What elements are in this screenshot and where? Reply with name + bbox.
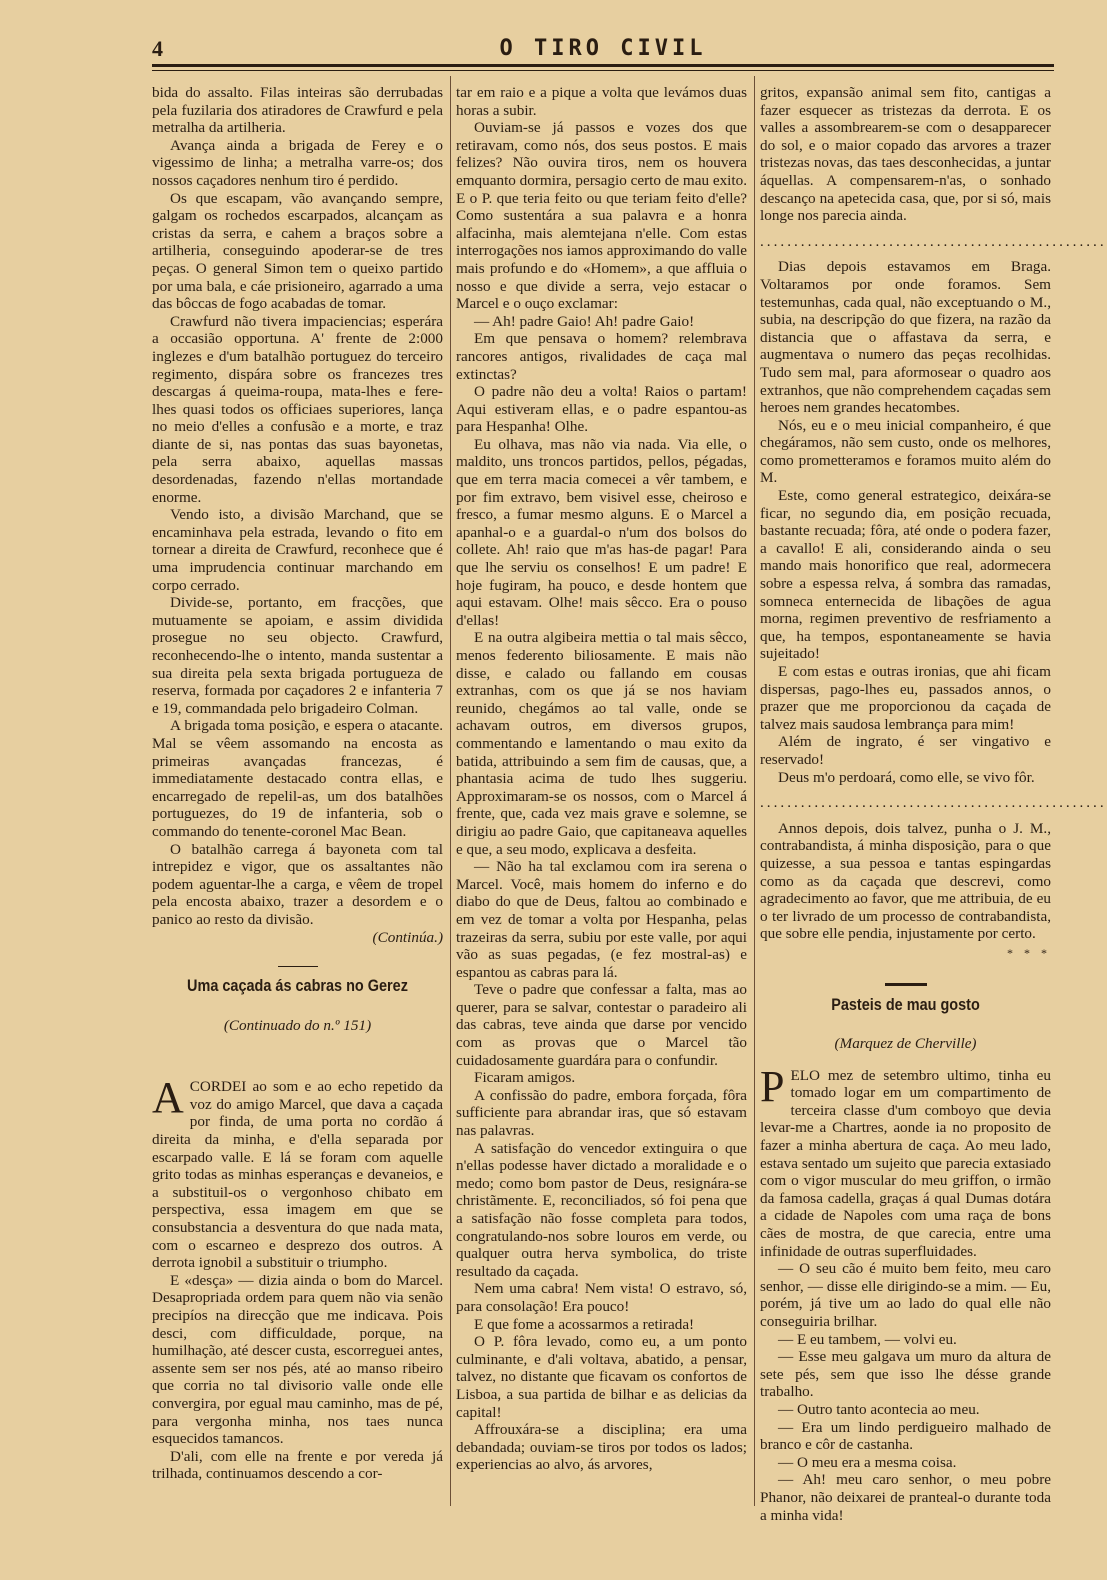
page-number: 4: [152, 36, 163, 61]
paragraph: D'ali, com elle na frente e por vereda já trilhada, continuamos descendo a cor-: [152, 1447, 443, 1483]
paragraph: O batalhão carrega á bayoneta com tal intrepidez e vigor, que os assaltantes não podem aguentar-lhe a carga, e vêem de tropel pela encosta abaixo, trazer a desordem e o panico ao resto da divisão.: [152, 840, 443, 928]
newspaper-title: O TIRO CIVIL: [499, 36, 707, 61]
paragraph: gritos, expansão animal sem fito, cantigas a fazer esquecer as tristezas da derrota. E os valles a assombrearem-se com o desapparecer do sol, e o maior copado das arvores a trazer tristezas novas, das taes desconhecidas, a juntar áquellas. A compensarem-n'as, o sonhado descanço na apetecida casa, que, por si só, mais longe nos parecia ainda.: [760, 84, 1051, 225]
paragraph: Annos depois, dois talvez, punha o J. M., contrabandista, á minha disposição, para o que quizesse, a sua pessoa e tantas espingardas como as da caçada que descrevi, como agradecimento ao favor, que me attribuia, de eu o ter livrado de um processo de contrabandista, que sobre elle pendia, injustamente por certo.: [760, 819, 1051, 943]
article-byline: (Marquez de Cherville): [834, 1035, 977, 1053]
drop-cap: A: [152, 1073, 184, 1123]
paragraph: Vendo isto, a divisão Marchand, que se encaminhava pela estrada, levando o fito em tornear a direita de Crawfurd, reconhece que é uma imprudencia continuar marchando em corpo cerrado.: [152, 506, 443, 594]
paragraph: — Ah! padre Gaio! Ah! padre Gaio!: [474, 312, 695, 330]
paragraph: Ouviam-se já passos e vozes dos que retiravam, como nós, dos seus postos. E mais felizes? Não ouvira tiros, nem os houvera emquanto dormira, persagio certo de mau exito. E o P. que teria feito ou que teriam feito d'elle? Como sustentára a sua palavra e a honra alfacinha, mais alemtejana n'elle. Com estas interrogações nos iamos approximando do valle mais profundo e do «Homem», a que affluia o nosso e que divide a serra, vejo estacar o Marcel e o ouço exclamar:: [456, 119, 747, 313]
paragraph: — O meu era a mesma coisa.: [778, 1453, 957, 1471]
paragraph: Avança ainda a brigada de Ferey e o vigessimo de linha; a metralha varre-os; dos nossos caçadores nenhum tiro é perdido.: [152, 136, 443, 189]
paragraph: Além de ingrato, é ser vingativo e reservado!: [760, 733, 1051, 768]
dotted-separator: ...................................................: [760, 232, 1107, 250]
paragraph: A satisfação do vencedor extinguira o que n'ellas podesse haver dictado a moralidade e o medo; como bom pastor de Deus, resignára-se christãmente. E, reconciliados, só foi pena que a satisfação não fosse completa para todos, congratulando-nos sobre louros em verde, ou qualquer outra herva symbolica, do triste resultado da caçada.: [456, 1139, 747, 1280]
paragraph: O P. fôra levado, como eu, a um ponto culminante, e d'ali voltava, abatido, a pensar, talvez, no distante que ficavam os confortos de Lisboa, a sua partida de bilhar e as delicias da capital!: [456, 1333, 747, 1421]
paragraph: — Outro tanto acontecia ao meu.: [778, 1400, 980, 1418]
paragraph: Em que pensava o homem? relembrava rancores antigos, rivalidades de caça mal extinctas?: [456, 330, 747, 383]
paragraph: Nem uma cabra! Nem vista! O estravo, só, para consolação! Era pouco!: [456, 1280, 747, 1315]
paragraph: Divide-se, portanto, em fracções, que mutuamente se apoiam, e assim dividida prosegue no seu objecto. Crawfurd, reconhecendo-lhe o intento, manda sustentar a sua direita pela sexta brigada portugueza de reserva, formada por caçadores 2 e infanteria 7 e 19, commandada pelo brigadeiro Colman.: [152, 594, 443, 717]
paragraph: E com estas e outras ironias, que ahi ficam dispersas, pago-lhes eu, passados annos, o prazer que me proporcionou da caçada de talvez mais saudosa lembrança para mim!: [760, 663, 1051, 733]
paragraph: Teve o padre que confessar a falta, mas ao querer, para se salvar, contestar o paradeiro ali das cabras, teve ainda que darse por vencido com as provas que o Marcel tão cuidadosamente guardára para o confundir.: [456, 981, 747, 1069]
column-divider: [754, 76, 755, 1506]
paragraph: E «desça» — dizia ainda o bom do Marcel. Desapropriada ordem para quem não via senão precipíos na direcção que me indicava. Pois desci, com difficuldade, porque, na humilhação, até descer custa, escorreguei antes, assente sem ser nos pés, até ao manso ribeiro que corria no tal divisorio valle onde elle convergira, por egual mau caminho, mas de pé, para vergonha minha, nos taes nunca esquecidos tamancos.: [152, 1271, 443, 1448]
paragraph: Eu olhava, mas não via nada. Via elle, o maldito, uns troncos partidos, pellos, pégadas, que em terra macia comecei a vêr tambem, e por fim extravo, bem visivel esse, cheiroso e fresco, a fumar mesmo alguns. E o Marcel a apanhal-o e a guardal-o n'um dos bolsos do collete. Ah! raio que m'as has-de pagar! Para que lhe serviu os conselhos! E um padre! E hoje fugiram, ha pouco, e desde hontem que aqui estavam. Olhe! mais sêcco. Era o pouso d'ellas!: [456, 435, 747, 629]
asterism: * * *: [1007, 945, 1051, 960]
lead-words: CORDEI: [189, 1078, 247, 1096]
paragraph: — E eu tambem, — volvi eu.: [778, 1330, 957, 1348]
paragraph: Ficaram amigos.: [474, 1069, 576, 1087]
paragraph: Nós, eu e o meu inicial companheiro, é que chegáramos, não sem custo, onde os melhores, como prometteramos e foramos muito além do M.: [760, 416, 1051, 487]
header-rule-thick: [152, 64, 1054, 67]
paragraph: — Era um lindo perdigueiro malhado de branco e côr de castanha.: [760, 1418, 1051, 1454]
paragraph: Affrouxára-se a disciplina; era uma debandada; ouviam-se tiros por todos os lados; experiencias ao alvo, ás arvores,: [456, 1421, 747, 1474]
paragraph: A brigada toma posição, e espera o atacante. Mal se vêem assomando na encosta as primeiras avançadas francezas, é immediatamente destacado contra ellas, e encarregado de repelil-as, um dos batalhões portuguezes, do 19 de infanteria, sob o commando do tenente-coronel Mac Bean.: [152, 717, 443, 840]
dotted-separator: ...................................................: [760, 794, 1107, 812]
column-1: [152, 84, 443, 1483]
paragraph: bida do assalto. Filas inteiras são derrubadas pela fuzilaria dos atiradores de Crawfurd e pela metralha da artilheria.: [152, 84, 443, 137]
lead-paragraph: [152, 1073, 443, 1272]
paragraph: Crawfurd não tivera impaciencias; esperára a occasião opportuna. A' frente de 2:000 inglezes e d'um batalhão portuguez do terceiro regimento, dispára sobre os francezes tres descargas á queima-roupa, mata-lhes e fere-lhes quasi todos os officiaes superiores, lança no meio d'elles a confusão e a morte, e traz diante de si, nas pontas das suas bayonetas, pela serra abaixo, aquellas massas desordenadas, fazendo n'ellas mortandade enorme.: [152, 312, 443, 506]
paragraph: tar em raio e a pique a volta que levámos duas horas a subir.: [456, 84, 747, 119]
lead-words: ELO: [790, 1066, 821, 1084]
article-byline: (Continuado do n.º 151): [223, 1016, 372, 1034]
paragraph: — O seu cão é muito bem feito, meu caro senhor, — disse elle dirigindo-se a mim. — Eu, porém, já tive um ao lado do qual elle não conseguiria brilhar.: [760, 1260, 1051, 1330]
paragraph: Deus m'o perdoará, como elle, se vivo fôr.: [778, 768, 1035, 786]
column-divider: [450, 76, 451, 1506]
column-2: [456, 84, 747, 1474]
lead-text: ao som e ao echo repetido da voz do amigo Marcel, que dava a caçada por finda, de uma porta no cordão á direita da minha, e d'ella separada por escarpado valle. E lá se foram com aquelle grito todas as minhas esperanças e devaneios, e a substituil-os o vergonhoso chibato em perspectiva, essa imagem em que se consubstancia a desventura do que nada mata, com o escarneo e desprezo dos outros. A derrota ignobil a substituir o triumpho.: [152, 1078, 443, 1272]
paragraph: — Ah! meu caro senhor, o meu pobre Phanor, não deixarei de pranteal-o durante toda a minha vida!: [760, 1471, 1051, 1524]
section-divider: [885, 983, 927, 986]
paragraph: O padre não deu a volta! Raios o partam! Aqui estiveram ellas, e o padre espantou-as para Hespanha! Olhe.: [456, 383, 747, 436]
drop-cap: P: [760, 1061, 785, 1111]
paragraph: E na outra algibeira mettia o tal mais sêcco, menos federento biliosamente. E mais não disse, e calado ou fallando em cousas extranhas, com os que já se nos haviam reunido, chegámos ao tal valle, onde se achavam outros, em diversos grupos, commentando e lamentando o mau exito da batida, attribuindo a sem fim de causas, que, a phantasia acima de tudo lhes suggeriu. Approximaram-se os nossos, com o Marcel á frente, que, cada vez mais grave e solemne, se dirigiu ao padre Gaio, que capitaneava aquelles e que, a seu modo, explicava a desfeita.: [456, 629, 747, 858]
lead-text: mez de setembro ultimo, tinha eu tomado logar em um compartimento de terceira classe d'um comboyo que devia levar-me a Chartres, aonde ia no proposito de fazer a minha abertura de caça. Ao meu lado, estava sentado um sujeito que parecia extasiado com o vigor muscular do meu griffon, o irmão da famosa cadella, graças á qual Dumas dotára a cidade de Napoles com uma raça de bons cães de mostra, de que carecia, entre uma infinidade de outras superfluidades.: [760, 1066, 1051, 1260]
article-title: Uma caçada ás cabras no Gerez: [187, 976, 408, 996]
continua-note: (Continúa.): [372, 928, 443, 946]
page-header: [152, 34, 1054, 64]
paragraph: E que fome a acossarmos a retirada!: [474, 1315, 695, 1333]
article-title: Pasteis de mau gosto: [831, 994, 980, 1014]
lead-paragraph: [760, 1061, 1051, 1261]
header-rule-thin: [152, 70, 1054, 71]
paragraph: A confissão do padre, embora forçada, fôra sufficiente para abrandar iras, que só estavam nas palavras.: [456, 1086, 747, 1140]
paragraph: Os que escapam, vão avançando sempre, galgam os rochedos escarpados, alcançam as cristas da serra, e cahem a braços sobre a artilheria, conseguindo apoderar-se de tres peças. O general Simon tem o queixo partido por uma bala, e cáe prisioneiro, agarrado a uma das bôccas de fogo acabadas de tomar.: [152, 189, 443, 313]
section-divider: [278, 966, 318, 967]
paragraph: — Não ha tal exclamou com ira serena o Marcel. Você, mais homem do inferno e do diabo do que de Deus, faltou ao combinado e em vez de tomar a volta por Hespanha, pelas trazeiras da serra, subiu por este valle, por aqui vão as suas pegadas, (e fez mostral-as) e espantou as cabras para lá.: [456, 858, 747, 981]
column-3: [760, 84, 1107, 1524]
paragraph: Dias depois estavamos em Braga. Voltaramos por onde foramos. Sem testemunhas, cada qual, não exceptuando o M., subia, na descripção do que fizera, na razão da distancia que o affastava da serra, e augmentava o numero das peças recolhidas. Tudo sem mal, para aformosear o quadro aos extranhos, que não comprehendem caçadas sem heroes nem grandes hecatombes.: [760, 258, 1051, 417]
paragraph: — Esse meu galgava um muro da altura de sete pés, sem que isso lhe désse grande trabalho.: [760, 1348, 1051, 1401]
paragraph: Este, como general estrategico, deixára-se ficar, no segundo dia, em posição recuada, bastante recuada; fôra, até onde o podera fazer, a cavallo! E ali, considerando ainda o seu mando mais honorifico que real, adormecera sobre a espessa relva, á sombra das ramadas, somneca enternecida de libações de agua morna, regimen preventivo de resfriamento a que, ha tempos, espontaneamente se havia sujeitado!: [760, 487, 1051, 663]
